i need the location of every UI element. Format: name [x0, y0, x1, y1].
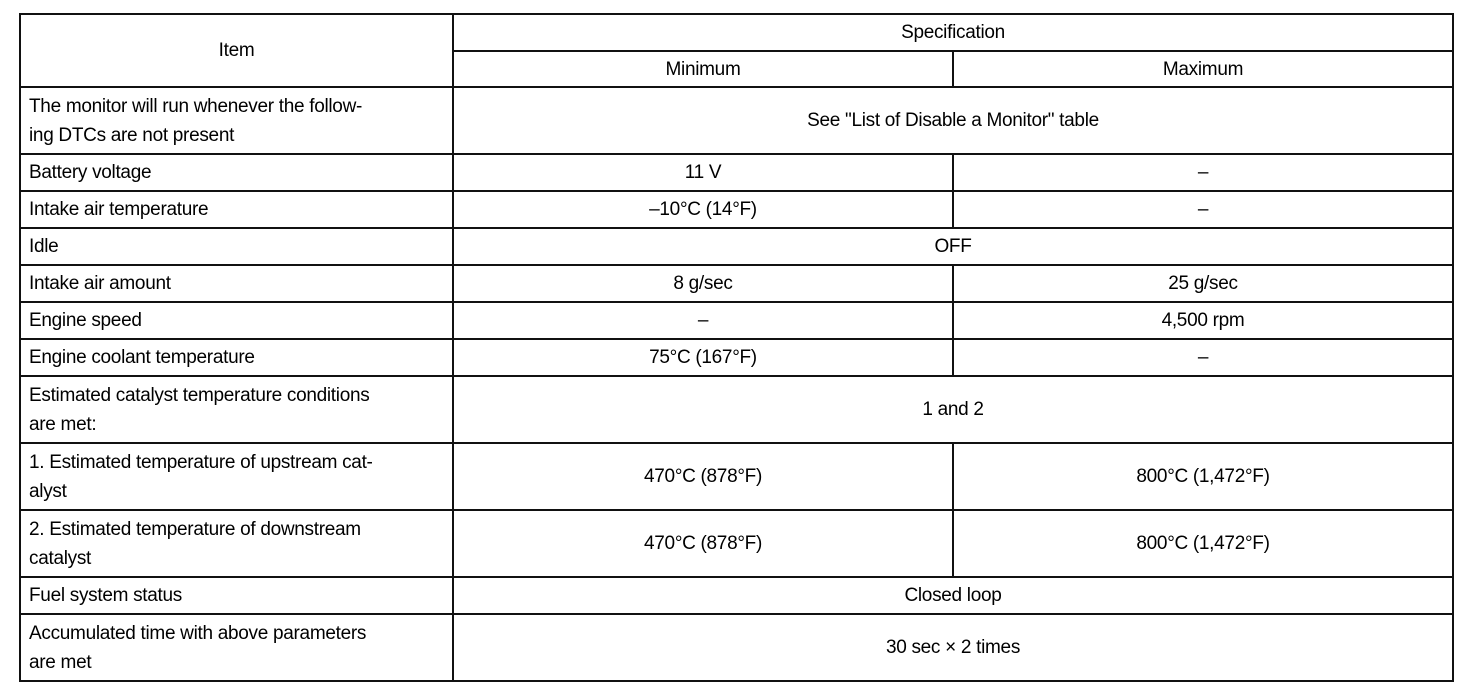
item-cell [20, 443, 453, 510]
table-header-row [20, 14, 1453, 51]
specification-table [19, 13, 1454, 682]
item-cell: Engine coolant temperature [20, 339, 453, 376]
table-row [20, 154, 1453, 191]
maximum-cell: 25 g/sec [953, 265, 1453, 302]
item-cell: Idle [20, 228, 453, 265]
maximum-cell: 800°C (1,472°F) [953, 510, 1453, 577]
table-row [20, 302, 1453, 339]
maximum-cell: – [953, 154, 1453, 191]
minimum-cell: 11 V [453, 154, 953, 191]
item-cell [20, 376, 453, 443]
merged-spec-cell: OFF [453, 228, 1453, 265]
item-cell [20, 87, 453, 154]
table-row [20, 228, 1453, 265]
maximum-cell: – [953, 339, 1453, 376]
minimum-cell: 470°C (878°F) [453, 510, 953, 577]
maximum-cell: 800°C (1,472°F) [953, 443, 1453, 510]
item-text-line: catalyst [29, 547, 92, 569]
minimum-cell: 470°C (878°F) [453, 443, 953, 510]
minimum-cell: – [453, 302, 953, 339]
table-row [20, 443, 1453, 510]
minimum-cell: –10°C (14°F) [453, 191, 953, 228]
header-maximum: Maximum [953, 51, 1453, 87]
merged-spec-cell: Closed loop [453, 577, 1453, 614]
item-cell: Engine speed [20, 302, 453, 339]
item-text-line: alyst [29, 480, 67, 502]
item-cell [20, 614, 453, 681]
merged-spec-cell: 1 and 2 [453, 376, 1453, 443]
merged-spec-cell: 30 sec × 2 times [453, 614, 1453, 681]
item-cell: Intake air temperature [20, 191, 453, 228]
item-text-line: 1. Estimated temperature of upstream cat- [29, 451, 373, 473]
maximum-cell: – [953, 191, 1453, 228]
maximum-cell: 4,500 rpm [953, 302, 1453, 339]
header-item: Item [20, 14, 453, 87]
table-row [20, 87, 1453, 154]
table-row [20, 577, 1453, 614]
item-text-line: Accumulated time with above parameters [29, 622, 367, 644]
item-text-line: Estimated catalyst temperature conditions [29, 384, 370, 406]
minimum-cell: 75°C (167°F) [453, 339, 953, 376]
item-cell: Intake air amount [20, 265, 453, 302]
table-row [20, 510, 1453, 577]
table-row [20, 265, 1453, 302]
merged-spec-cell: See "List of Disable a Monitor" table [453, 87, 1453, 154]
item-text-line: are met [29, 651, 92, 673]
item-text-line: 2. Estimated temperature of downstream [29, 518, 361, 540]
table-row [20, 339, 1453, 376]
header-specification: Specification [453, 14, 1453, 51]
header-minimum: Minimum [453, 51, 953, 87]
item-cell [20, 510, 453, 577]
table-row [20, 614, 1453, 681]
table-row [20, 376, 1453, 443]
item-text-line: The monitor will run whenever the follow- [29, 95, 363, 117]
item-text-line: are met: [29, 413, 97, 435]
item-cell: Fuel system status [20, 577, 453, 614]
table-row [20, 191, 1453, 228]
item-cell: Battery voltage [20, 154, 453, 191]
minimum-cell: 8 g/sec [453, 265, 953, 302]
item-text-line: ing DTCs are not present [29, 124, 235, 146]
